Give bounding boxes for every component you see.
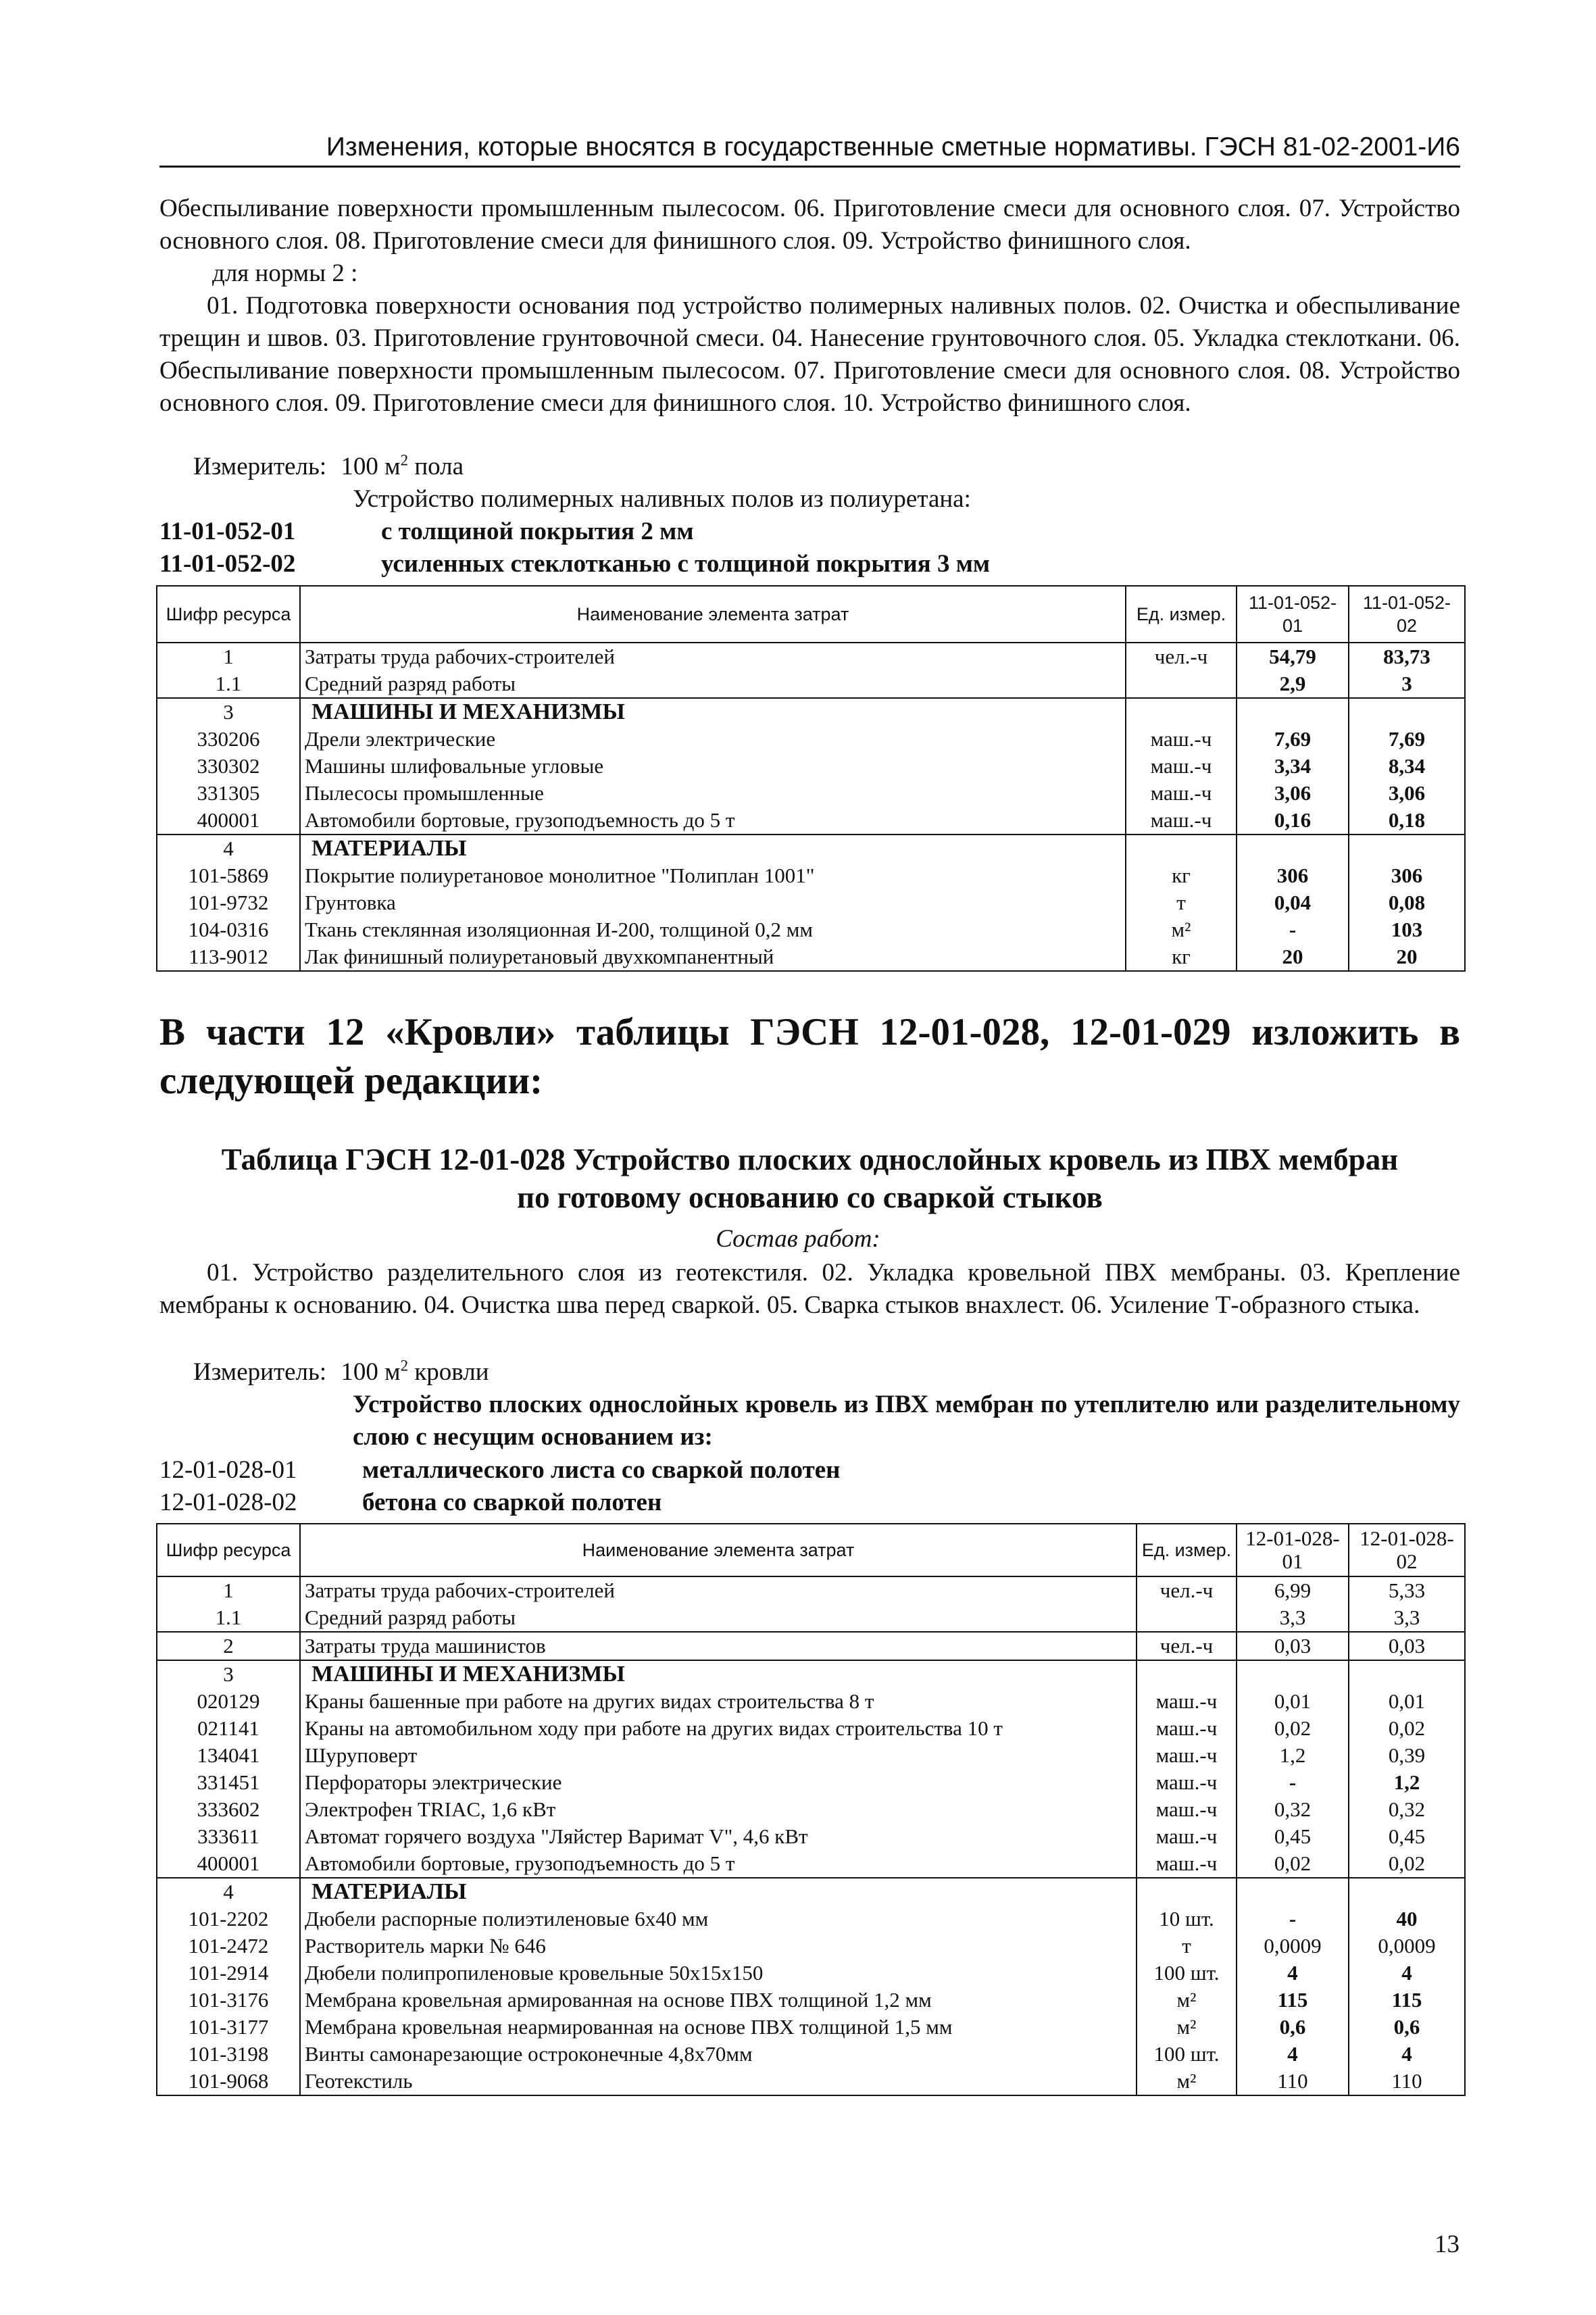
cell-name: Винты самонарезающие остроконечные 4,8х70мм bbox=[300, 2041, 1137, 2068]
cell-value-1 bbox=[1237, 1878, 1349, 1906]
table-row bbox=[157, 2041, 1465, 2068]
cell-name: Дюбели распорные полиэтиленовые 6х40 мм bbox=[300, 1906, 1137, 1933]
cell-name: Мембрана кровельная армированная на основе ПВХ толщиной 1,2 мм bbox=[300, 1987, 1137, 2014]
cell-code: 333602 bbox=[157, 1796, 300, 1823]
cell-name: Перфораторы электрические bbox=[300, 1769, 1137, 1796]
cell-code: 400001 bbox=[157, 1850, 300, 1878]
cell-value-2: 0,03 bbox=[1349, 1632, 1465, 1660]
table-row bbox=[157, 1796, 1465, 1823]
group-title: Устройство полимерных наливных полов из полиуретана: bbox=[353, 485, 971, 513]
cell-value-1 bbox=[1237, 1660, 1349, 1688]
cell-unit: маш.-ч bbox=[1137, 1742, 1237, 1769]
cell-value-2: 4 bbox=[1349, 2041, 1465, 2068]
table-row bbox=[157, 2068, 1465, 2095]
meter-value: 100 м bbox=[341, 453, 401, 480]
cell-code: 101-2202 bbox=[157, 1906, 300, 1933]
cell-value-1: 0,02 bbox=[1237, 1850, 1349, 1878]
cell-value-2: 20 bbox=[1349, 943, 1465, 971]
cell-code: 331451 bbox=[157, 1769, 300, 1796]
cell-name: Дрели электрические bbox=[300, 726, 1126, 753]
meter-line bbox=[193, 451, 464, 483]
cell-code: 101-9732 bbox=[157, 889, 300, 916]
cell-name: Автомат горячего воздуха "Ляйстер Варимат V", 4,6 кВт bbox=[300, 1823, 1137, 1850]
cell-value-2: 0,32 bbox=[1349, 1796, 1465, 1823]
cell-value-2 bbox=[1349, 1660, 1465, 1688]
table-row bbox=[157, 943, 1465, 971]
cell-name: Пылесосы промышленные bbox=[300, 780, 1126, 807]
table-row bbox=[157, 1576, 1465, 1604]
intro-block bbox=[159, 193, 1460, 420]
col-header-norm-2: 11-01-052-02 bbox=[1349, 586, 1465, 643]
cell-value-2: 306 bbox=[1349, 862, 1465, 889]
cell-value-2: 0,45 bbox=[1349, 1823, 1465, 1850]
cell-name: МАТЕРИАЛЫ bbox=[300, 835, 1126, 862]
cell-unit bbox=[1137, 1604, 1237, 1632]
page-number: 13 bbox=[1435, 2231, 1460, 2258]
cell-name: Затраты труда рабочих-строителей bbox=[300, 643, 1126, 670]
table-row bbox=[157, 1987, 1465, 2014]
cell-code: 330206 bbox=[157, 726, 300, 753]
cell-value-2: 0,0009 bbox=[1349, 1933, 1465, 1960]
cell-unit bbox=[1126, 670, 1237, 698]
cell-value-2: 7,69 bbox=[1349, 726, 1465, 753]
table-row bbox=[157, 916, 1465, 943]
cell-code: 104-0316 bbox=[157, 916, 300, 943]
cell-unit bbox=[1137, 1878, 1237, 1906]
table-row bbox=[157, 2014, 1465, 2041]
intro-paragraph-1: Обеспыливание поверхности промышленным пылесосом. 06. Приготовление смеси для основного слоя. 07. Устройство основного слоя. 08. Приготовление смеси для финишного слоя. 09. Устройство финишного слоя. bbox=[159, 195, 1460, 255]
cell-name: Средний разряд работы bbox=[300, 1604, 1137, 1632]
cell-value-1: - bbox=[1237, 1906, 1349, 1933]
meter-sup: 2 bbox=[400, 451, 409, 469]
cell-value-1: 0,45 bbox=[1237, 1823, 1349, 1850]
cell-value-1: 0,0009 bbox=[1237, 1933, 1349, 1960]
cell-value-1: 1,2 bbox=[1237, 1742, 1349, 1769]
cell-name: Затраты труда машинистов bbox=[300, 1632, 1137, 1660]
cell-unit: маш.-ч bbox=[1137, 1715, 1237, 1742]
table-body bbox=[157, 1576, 1465, 2095]
cell-code: 2 bbox=[157, 1632, 300, 1660]
cell-name: Грунтовка bbox=[300, 889, 1126, 916]
cell-unit: м² bbox=[1137, 1987, 1237, 2014]
cell-value-1: 0,6 bbox=[1237, 2014, 1349, 2041]
cell-value-1: 115 bbox=[1237, 1987, 1349, 2014]
cell-value-1: 110 bbox=[1237, 2068, 1349, 2095]
cell-unit: маш.-ч bbox=[1137, 1823, 1237, 1850]
cell-name: Мембрана кровельная неармированная на основе ПВХ толщиной 1,5 мм bbox=[300, 2014, 1137, 2041]
table-row bbox=[157, 1933, 1465, 1960]
table-row bbox=[157, 862, 1465, 889]
cell-code: 101-2914 bbox=[157, 1960, 300, 1987]
cell-name: Средний разряд работы bbox=[300, 670, 1126, 698]
meter-unit: пола bbox=[408, 453, 464, 480]
table-body bbox=[157, 643, 1465, 971]
cell-code: 4 bbox=[157, 835, 300, 862]
cell-unit bbox=[1126, 835, 1237, 862]
cell-code: 101-3198 bbox=[157, 2041, 300, 2068]
cell-value-1: 20 bbox=[1237, 943, 1349, 971]
cell-unit bbox=[1137, 1660, 1237, 1688]
cell-unit: т bbox=[1126, 889, 1237, 916]
cell-code: 021141 bbox=[157, 1715, 300, 1742]
cell-code: 1 bbox=[157, 643, 300, 670]
cell-value-1: 6,99 bbox=[1237, 1576, 1349, 1604]
cell-code: 1.1 bbox=[157, 670, 300, 698]
cell-value-2: 103 bbox=[1349, 916, 1465, 943]
cell-name: Дюбели полипропиленовые кровельные 50х15х150 bbox=[300, 1960, 1137, 1987]
cell-code: 330302 bbox=[157, 753, 300, 780]
cell-unit: м² bbox=[1137, 2014, 1237, 2041]
cell-value-1: 0,02 bbox=[1237, 1715, 1349, 1742]
works-label: Состав работ: bbox=[716, 1225, 880, 1253]
table-row bbox=[157, 670, 1465, 698]
table-title-line-2: по готовому основанию со сваркой стыков bbox=[517, 1180, 1103, 1214]
table-row bbox=[157, 1960, 1465, 1987]
cell-name: Растворитель марки № 646 bbox=[300, 1933, 1137, 1960]
meter-label: Измеритель: bbox=[193, 453, 327, 480]
col-header-norm-1: 11-01-052-01 bbox=[1237, 586, 1349, 643]
cell-value-2: 40 bbox=[1349, 1906, 1465, 1933]
table-row bbox=[157, 1906, 1465, 1933]
cell-value-1: 0,03 bbox=[1237, 1632, 1349, 1660]
meter2-unit: кровли bbox=[408, 1358, 489, 1386]
group2-title: Устройство плоских однослойных кровель из ПВХ мембран по утеплителю или разделительному слою с несущим основанием из: bbox=[353, 1391, 1460, 1451]
cell-unit: 100 шт. bbox=[1137, 1960, 1237, 1987]
cell-unit: кг bbox=[1126, 943, 1237, 971]
cell-value-1: - bbox=[1237, 916, 1349, 943]
cell-name: Шуруповерт bbox=[300, 1742, 1137, 1769]
cell-unit: т bbox=[1137, 1933, 1237, 1960]
cell-name: Краны на автомобильном ходу при работе на других видах строительства 10 т bbox=[300, 1715, 1137, 1742]
cell-code: 101-3176 bbox=[157, 1987, 300, 2014]
cell-value-1: 3,3 bbox=[1237, 1604, 1349, 1632]
cell-code: 331305 bbox=[157, 780, 300, 807]
cell-code: 400001 bbox=[157, 807, 300, 835]
section-headline: В части 12 «Кровли» таблицы ГЭСН 12-01-028, 12-01-029 изложить в следующей редакции: bbox=[159, 1011, 1460, 1102]
running-header: Изменения, которые вносятся в государственные сметные нормативы. ГЭСН 81-02-2001-И6 bbox=[326, 132, 1460, 161]
cell-value-1: 4 bbox=[1237, 1960, 1349, 1987]
cell-name: Электрофен TRIAC, 1,6 кВт bbox=[300, 1796, 1137, 1823]
cell-unit: маш.-ч bbox=[1126, 753, 1237, 780]
cell-value-2: 0,39 bbox=[1349, 1742, 1465, 1769]
cell-unit: 100 шт. bbox=[1137, 2041, 1237, 2068]
cell-name: Ткань стеклянная изоляционная И-200, толщиной 0,2 мм bbox=[300, 916, 1126, 943]
cell-code: 134041 bbox=[157, 1742, 300, 1769]
cell-value-1 bbox=[1237, 835, 1349, 862]
works-block bbox=[159, 1257, 1460, 1322]
cell-name: МАШИНЫ И МЕХАНИЗМЫ bbox=[300, 1660, 1137, 1688]
cell-code: 101-9068 bbox=[157, 2068, 300, 2095]
norm2-code-2: 12-01-028-02 bbox=[159, 1489, 297, 1516]
cell-value-2: 3,06 bbox=[1349, 780, 1465, 807]
cell-value-1: 2,9 bbox=[1237, 670, 1349, 698]
table-title-line-1: Таблица ГЭСН 12-01-028 Устройство плоских однослойных кровель из ПВХ мембран bbox=[221, 1143, 1399, 1176]
cell-value-1 bbox=[1237, 698, 1349, 726]
cell-value-2: 1,2 bbox=[1349, 1769, 1465, 1796]
group2-title-block bbox=[353, 1389, 1460, 1453]
cell-value-1: 306 bbox=[1237, 862, 1349, 889]
cell-value-1: 0,16 bbox=[1237, 807, 1349, 835]
col-header-code: Шифр ресурса bbox=[157, 586, 300, 643]
cell-value-2: 0,02 bbox=[1349, 1715, 1465, 1742]
cell-name: Автомобили бортовые, грузоподъемность до 5 т bbox=[300, 1850, 1137, 1878]
cell-value-2: 110 bbox=[1349, 2068, 1465, 2095]
norm-name-2: усиленных стеклотканью с толщиной покрытия 3 мм bbox=[381, 550, 991, 578]
col-header-unit: Ед. измер. bbox=[1137, 1524, 1237, 1576]
cell-unit: маш.-ч bbox=[1137, 1796, 1237, 1823]
cell-value-1: 7,69 bbox=[1237, 726, 1349, 753]
cell-unit: чел.-ч bbox=[1126, 643, 1237, 670]
cell-unit: чел.-ч bbox=[1137, 1576, 1237, 1604]
cell-unit: чел.-ч bbox=[1137, 1632, 1237, 1660]
cell-value-2: 8,34 bbox=[1349, 753, 1465, 780]
table-row bbox=[157, 753, 1465, 780]
cell-name: МАШИНЫ И МЕХАНИЗМЫ bbox=[300, 698, 1126, 726]
cell-code: 101-3177 bbox=[157, 2014, 300, 2041]
cell-value-2 bbox=[1349, 835, 1465, 862]
table-row bbox=[157, 726, 1465, 753]
cell-code: 020129 bbox=[157, 1688, 300, 1715]
cell-unit: кг bbox=[1126, 862, 1237, 889]
cell-code: 101-5869 bbox=[157, 862, 300, 889]
table-row bbox=[157, 1878, 1465, 1906]
cell-code: 333611 bbox=[157, 1823, 300, 1850]
table-row bbox=[157, 835, 1465, 862]
header-rule bbox=[159, 166, 1460, 168]
cell-value-2 bbox=[1349, 1878, 1465, 1906]
cell-value-2: 4 bbox=[1349, 1960, 1465, 1987]
col-header-name: Наименование элемента затрат bbox=[300, 586, 1126, 643]
cell-name: МАТЕРИАЛЫ bbox=[300, 1878, 1137, 1906]
table-row bbox=[157, 1850, 1465, 1878]
cell-value-1: 0,32 bbox=[1237, 1796, 1349, 1823]
table-row bbox=[157, 780, 1465, 807]
cell-code: 1 bbox=[157, 1576, 300, 1604]
table-row bbox=[157, 807, 1465, 835]
table-row bbox=[157, 1769, 1465, 1796]
meter2-sup: 2 bbox=[400, 1357, 409, 1374]
cell-value-2: 83,73 bbox=[1349, 643, 1465, 670]
norm-2-label: для нормы 2 : bbox=[212, 259, 358, 287]
col-header-norm-2: 12-01-028-02 bbox=[1349, 1524, 1465, 1576]
cell-value-2: 0,01 bbox=[1349, 1688, 1465, 1715]
resource-table-12-01-028 bbox=[156, 1523, 1466, 2096]
cell-value-2: 3 bbox=[1349, 670, 1465, 698]
cell-unit: 10 шт. bbox=[1137, 1906, 1237, 1933]
cell-value-2: 0,6 bbox=[1349, 2014, 1465, 2041]
table-row bbox=[157, 1823, 1465, 1850]
col-header-code: Шифр ресурса bbox=[157, 1524, 300, 1576]
cell-unit: маш.-ч bbox=[1137, 1769, 1237, 1796]
cell-code: 113-9012 bbox=[157, 943, 300, 971]
cell-name: Машины шлифовальные угловые bbox=[300, 753, 1126, 780]
cell-value-1: - bbox=[1237, 1769, 1349, 1796]
resource-table-11-01-052 bbox=[156, 585, 1466, 972]
table-row bbox=[157, 1742, 1465, 1769]
cell-value-2: 3,3 bbox=[1349, 1604, 1465, 1632]
norm-code-2: 11-01-052-02 bbox=[159, 550, 296, 578]
cell-unit: маш.-ч bbox=[1126, 807, 1237, 835]
cell-value-2: 115 bbox=[1349, 1987, 1465, 2014]
norm-code-1: 11-01-052-01 bbox=[159, 518, 296, 545]
cell-value-1: 4 bbox=[1237, 2041, 1349, 2068]
cell-name: Покрытие полиуретановое монолитное "Полиплан 1001" bbox=[300, 862, 1126, 889]
table-row bbox=[157, 889, 1465, 916]
norm2-name-2: бетона со сваркой полотен bbox=[362, 1489, 662, 1516]
table-row bbox=[157, 1660, 1465, 1688]
cell-value-2: 0,02 bbox=[1349, 1850, 1465, 1878]
cell-value-2: 5,33 bbox=[1349, 1576, 1465, 1604]
cell-code: 3 bbox=[157, 1660, 300, 1688]
cell-value-1: 3,06 bbox=[1237, 780, 1349, 807]
cell-code: 3 bbox=[157, 698, 300, 726]
cell-value-2 bbox=[1349, 698, 1465, 726]
cell-value-1: 0,01 bbox=[1237, 1688, 1349, 1715]
meter2-label: Измеритель: bbox=[193, 1358, 327, 1386]
cell-value-1: 3,34 bbox=[1237, 753, 1349, 780]
cell-name: Краны башенные при работе на других видах строительства 8 т bbox=[300, 1688, 1137, 1715]
table-row bbox=[157, 1715, 1465, 1742]
cell-code: 1.1 bbox=[157, 1604, 300, 1632]
cell-value-1: 0,04 bbox=[1237, 889, 1349, 916]
table-row bbox=[157, 1604, 1465, 1632]
cell-name: Геотекстиль bbox=[300, 2068, 1137, 2095]
table-row bbox=[157, 698, 1465, 726]
col-header-unit: Ед. измер. bbox=[1126, 586, 1237, 643]
cell-unit: м² bbox=[1137, 2068, 1237, 2095]
col-header-name: Наименование элемента затрат bbox=[300, 1524, 1137, 1576]
cell-code: 4 bbox=[157, 1878, 300, 1906]
cell-name: Затраты труда рабочих-строителей bbox=[300, 1576, 1137, 1604]
cell-unit: маш.-ч bbox=[1126, 726, 1237, 753]
table-row bbox=[157, 643, 1465, 670]
cell-unit: маш.-ч bbox=[1137, 1850, 1237, 1878]
cell-unit: маш.-ч bbox=[1126, 780, 1237, 807]
cell-name: Лак финишный полиуретановый двухкомпанентный bbox=[300, 943, 1126, 971]
meter2-value: 100 м bbox=[341, 1358, 401, 1386]
norm2-code-1: 12-01-028-01 bbox=[159, 1456, 297, 1484]
cell-value-2: 0,18 bbox=[1349, 807, 1465, 835]
col-header-norm-1: 12-01-028-01 bbox=[1237, 1524, 1349, 1576]
cell-code: 101-2472 bbox=[157, 1933, 300, 1960]
table-row bbox=[157, 1688, 1465, 1715]
cell-name: Автомобили бортовые, грузоподъемность до 5 т bbox=[300, 807, 1126, 835]
cell-value-1: 54,79 bbox=[1237, 643, 1349, 670]
works-text: 01. Устройство разделительного слоя из геотекстиля. 02. Укладка кровельной ПВХ мембраны. 03. Крепление мембраны к основанию. 04. Очистка шва перед сваркой. 05. Сварка стыков внахлест. 06. Усиление Т-образного стыка. bbox=[159, 1259, 1460, 1319]
cell-value-2: 0,08 bbox=[1349, 889, 1465, 916]
meter2-line bbox=[193, 1356, 489, 1389]
table-row bbox=[157, 1632, 1465, 1660]
norm2-name-1: металлического листа со сваркой полотен bbox=[362, 1456, 841, 1484]
cell-unit: маш.-ч bbox=[1137, 1688, 1237, 1715]
intro-paragraph-2: 01. Подготовка поверхности основания под устройство полимерных наливных полов. 02. Очистка и обеспыливание трещин и швов. 03. Приготовление грунтовочной смеси. 04. Нанесение грунтовочного слоя. 05. Укладка стеклоткани. 06. Обеспыливание поверхности промышленным пылесосом. 07. Приготовление смеси для основного слоя. 08. Устройство основного слоя. 09. Приготовление смеси для финишного слоя. 10. Устройство финишного слоя. bbox=[159, 292, 1460, 417]
norm-name-1: с толщиной покрытия 2 мм bbox=[381, 518, 694, 545]
cell-unit bbox=[1126, 698, 1237, 726]
cell-unit: м² bbox=[1126, 916, 1237, 943]
